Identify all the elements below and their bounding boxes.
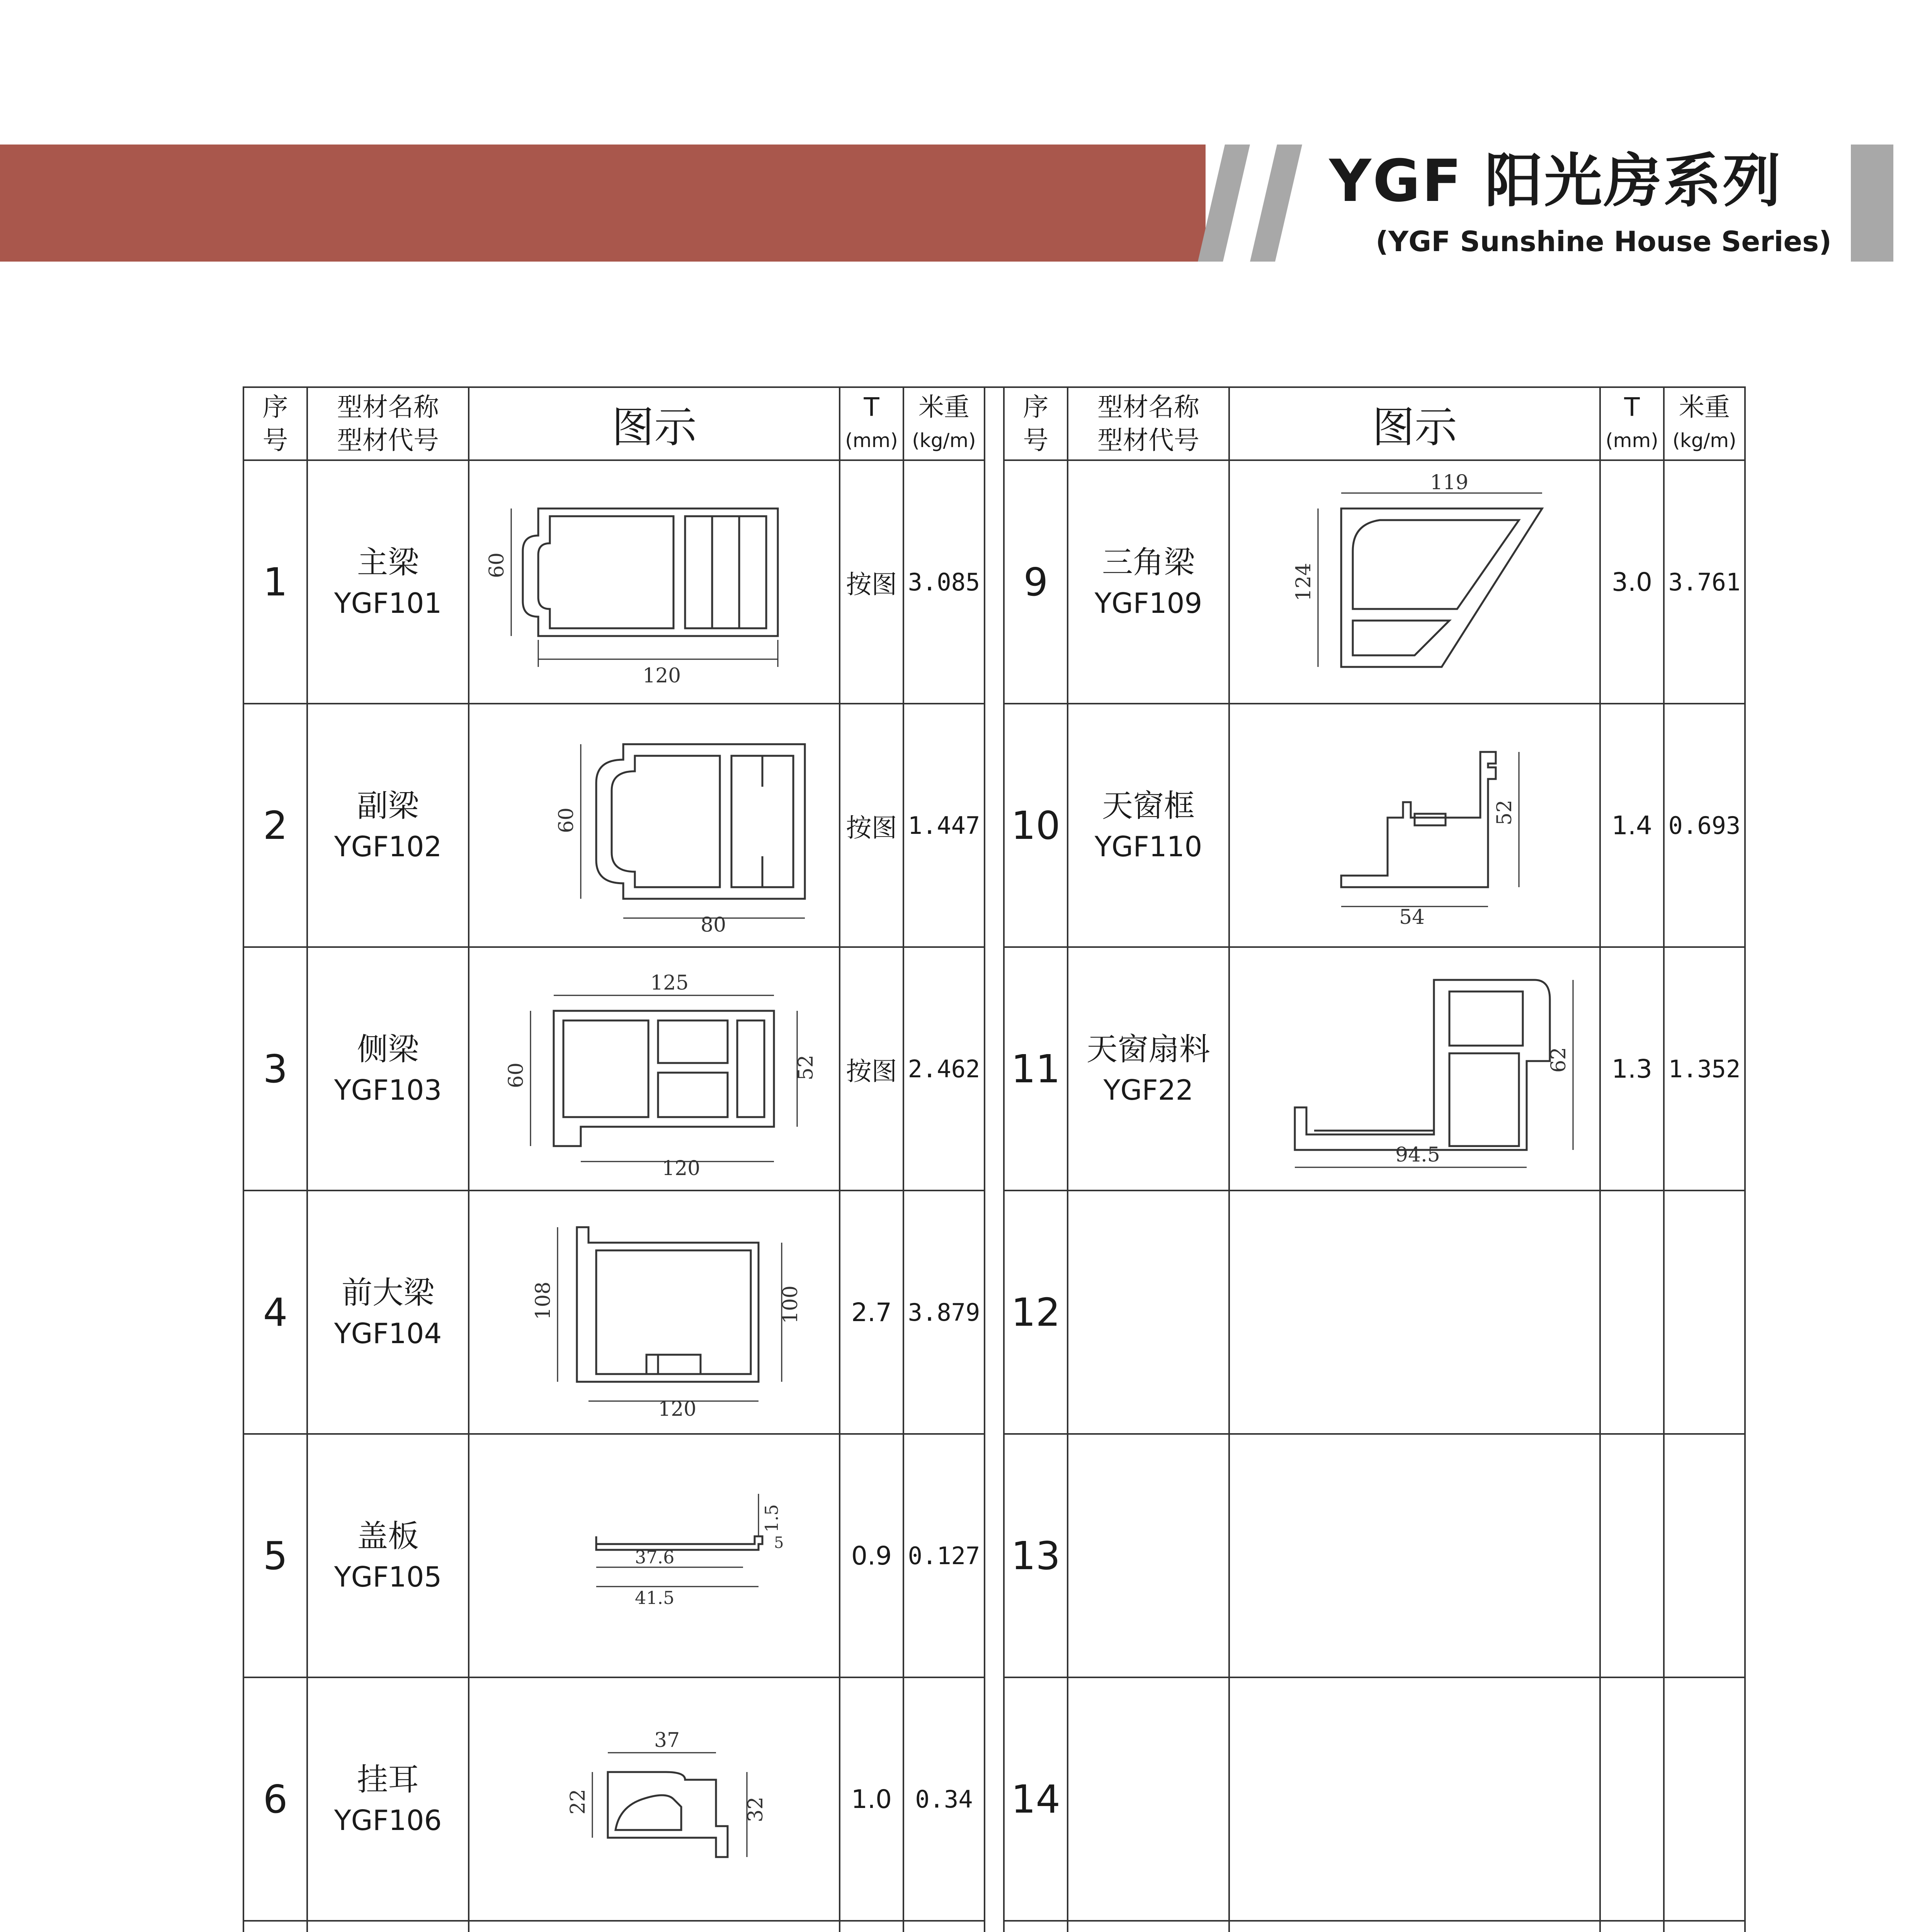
profile-name xyxy=(1068,1677,1229,1921)
svg-text:37.6: 37.6 xyxy=(635,1547,675,1568)
header-thickness: T (mm) xyxy=(840,387,903,460)
svg-text:32: 32 xyxy=(744,1796,767,1822)
row-number: 14 xyxy=(1004,1677,1068,1921)
triangle-beam-profile-icon xyxy=(1241,474,1588,690)
profile-name: 主梁 YGF101 xyxy=(307,460,469,704)
profile-figure xyxy=(1229,704,1600,947)
profile-figure xyxy=(1229,460,1600,704)
svg-text:60: 60 xyxy=(505,1062,528,1088)
unit-weight: 0.127 xyxy=(903,1434,985,1677)
profile-name: 前大梁 YGF104 xyxy=(307,1190,469,1434)
svg-text:125: 125 xyxy=(650,971,689,995)
unit-weight: 1.447 xyxy=(903,704,985,947)
skylight-frame-profile-icon xyxy=(1241,717,1588,934)
profile-figure xyxy=(469,1190,840,1434)
svg-text:52: 52 xyxy=(794,1054,818,1080)
thickness: 1.3 xyxy=(1600,947,1664,1190)
thickness: 2.7 xyxy=(840,1190,903,1434)
header-band xyxy=(0,145,1206,262)
profile-name: 天窗扇料 YGF22 xyxy=(1068,947,1229,1190)
profile-figure xyxy=(1229,1190,1600,1434)
svg-text:41.5: 41.5 xyxy=(635,1587,675,1608)
thickness xyxy=(1600,1677,1664,1921)
svg-text:1.5: 1.5 xyxy=(761,1504,782,1532)
unit-weight xyxy=(903,1921,985,1932)
svg-text:120: 120 xyxy=(658,1398,697,1420)
svg-text:120: 120 xyxy=(662,1157,701,1177)
header-weight: 米重 (kg/m) xyxy=(903,387,985,460)
profile-name: 侧梁 YGF103 xyxy=(307,947,469,1190)
profile-name: 盖板 YGF105 xyxy=(307,1434,469,1677)
unit-weight: 2.462 xyxy=(903,947,985,1190)
unit-weight xyxy=(1664,1921,1745,1932)
svg-text:60: 60 xyxy=(485,552,509,578)
row-number: 6 xyxy=(243,1677,307,1921)
profile-name: 挂耳 YGF106 xyxy=(307,1677,469,1921)
svg-text:100: 100 xyxy=(779,1285,802,1324)
row-number xyxy=(243,1921,307,1932)
row-number: 3 xyxy=(243,947,307,1190)
row-number: 5 xyxy=(243,1434,307,1677)
profile-name xyxy=(1068,1434,1229,1677)
front-beam-profile-icon xyxy=(480,1204,828,1420)
row-number: 10 xyxy=(1004,704,1068,947)
svg-text:94.5: 94.5 xyxy=(1395,1143,1440,1167)
profile-name: 三角梁 YGF109 xyxy=(1068,460,1229,704)
thickness: 0.9 xyxy=(840,1434,903,1677)
svg-text:52: 52 xyxy=(1493,799,1516,825)
series-title: YGF 阳光房系列 xyxy=(1329,148,1782,215)
header-figure: 图示 xyxy=(469,387,840,460)
thickness: 1.0 xyxy=(840,1677,903,1921)
row-number: 11 xyxy=(1004,947,1068,1190)
unit-weight: 0.34 xyxy=(903,1677,985,1921)
svg-text:37: 37 xyxy=(654,1729,680,1752)
thickness: 3.0 xyxy=(1600,460,1664,704)
row-number: 4 xyxy=(243,1190,307,1434)
row-number xyxy=(1004,1921,1068,1932)
unit-weight: 1.352 xyxy=(1664,947,1745,1190)
svg-text:22: 22 xyxy=(566,1789,590,1815)
profile-name xyxy=(1068,1190,1229,1434)
unit-weight: 0.693 xyxy=(1664,704,1745,947)
profile-figure xyxy=(469,460,840,704)
row-number: 1 xyxy=(243,460,307,704)
unit-weight: 3.879 xyxy=(903,1190,985,1434)
side-beam-profile-icon xyxy=(480,961,828,1177)
svg-text:80: 80 xyxy=(701,913,726,934)
table-gap xyxy=(985,387,1004,1932)
profile-figure xyxy=(469,1921,840,1932)
header-thickness: T (mm) xyxy=(1600,387,1664,460)
profile-name xyxy=(307,1921,469,1932)
header-weight: 米重 (kg/m) xyxy=(1664,387,1745,460)
row-number: 13 xyxy=(1004,1434,1068,1677)
cover-plate-profile-icon xyxy=(480,1447,828,1664)
thickness xyxy=(1600,1190,1664,1434)
header-seq: 序 号 xyxy=(243,387,307,460)
header-name: 型材名称 型材代号 xyxy=(307,387,469,460)
svg-text:119: 119 xyxy=(1430,474,1469,494)
thickness: 1.4 xyxy=(1600,704,1664,947)
thickness xyxy=(840,1921,903,1932)
header-slashes-icon xyxy=(1182,145,1314,262)
header-seq: 序 号 xyxy=(1004,387,1068,460)
thickness: 按图 xyxy=(840,460,903,704)
svg-text:54: 54 xyxy=(1399,906,1425,929)
unit-weight: 3.761 xyxy=(1664,460,1745,704)
secondary-beam-profile-icon xyxy=(480,717,828,934)
thickness: 按图 xyxy=(840,704,903,947)
header-figure: 图示 xyxy=(1229,387,1600,460)
skylight-sash-profile-icon xyxy=(1241,961,1588,1177)
unit-weight xyxy=(1664,1434,1745,1677)
thickness xyxy=(1600,1434,1664,1677)
header-name: 型材名称 型材代号 xyxy=(1068,387,1229,460)
svg-text:5: 5 xyxy=(774,1534,784,1552)
profile-figure xyxy=(469,1434,840,1677)
profile-figure xyxy=(469,1677,840,1921)
profile-spec-table xyxy=(243,386,1746,1932)
profile-figure xyxy=(1229,1677,1600,1921)
profile-figure xyxy=(1229,947,1600,1190)
profile-name: 天窗框 YGF110 xyxy=(1068,704,1229,947)
thickness xyxy=(1600,1921,1664,1932)
hanging-ear-profile-icon xyxy=(480,1691,828,1907)
table-header-row xyxy=(243,387,1745,460)
svg-text:120: 120 xyxy=(643,664,681,687)
profile-figure xyxy=(469,704,840,947)
profile-name xyxy=(1068,1921,1229,1932)
unit-weight: 3.085 xyxy=(903,460,985,704)
svg-text:108: 108 xyxy=(532,1281,555,1320)
svg-text:62: 62 xyxy=(1547,1047,1570,1073)
row-number: 12 xyxy=(1004,1190,1068,1434)
unit-weight xyxy=(1664,1677,1745,1921)
profile-figure xyxy=(1229,1921,1600,1932)
svg-text:124: 124 xyxy=(1292,563,1315,601)
profile-figure xyxy=(1229,1434,1600,1677)
unit-weight xyxy=(1664,1190,1745,1434)
row-number: 9 xyxy=(1004,460,1068,704)
series-subtitle: (YGF Sunshine House Series) xyxy=(1376,225,1832,258)
svg-text:60: 60 xyxy=(555,807,578,833)
profile-name: 副梁 YGF102 xyxy=(307,704,469,947)
main-beam-profile-icon xyxy=(480,474,828,690)
thickness: 按图 xyxy=(840,947,903,1190)
header-accent-bar xyxy=(1851,145,1893,262)
profile-figure xyxy=(469,947,840,1190)
row-number: 2 xyxy=(243,704,307,947)
